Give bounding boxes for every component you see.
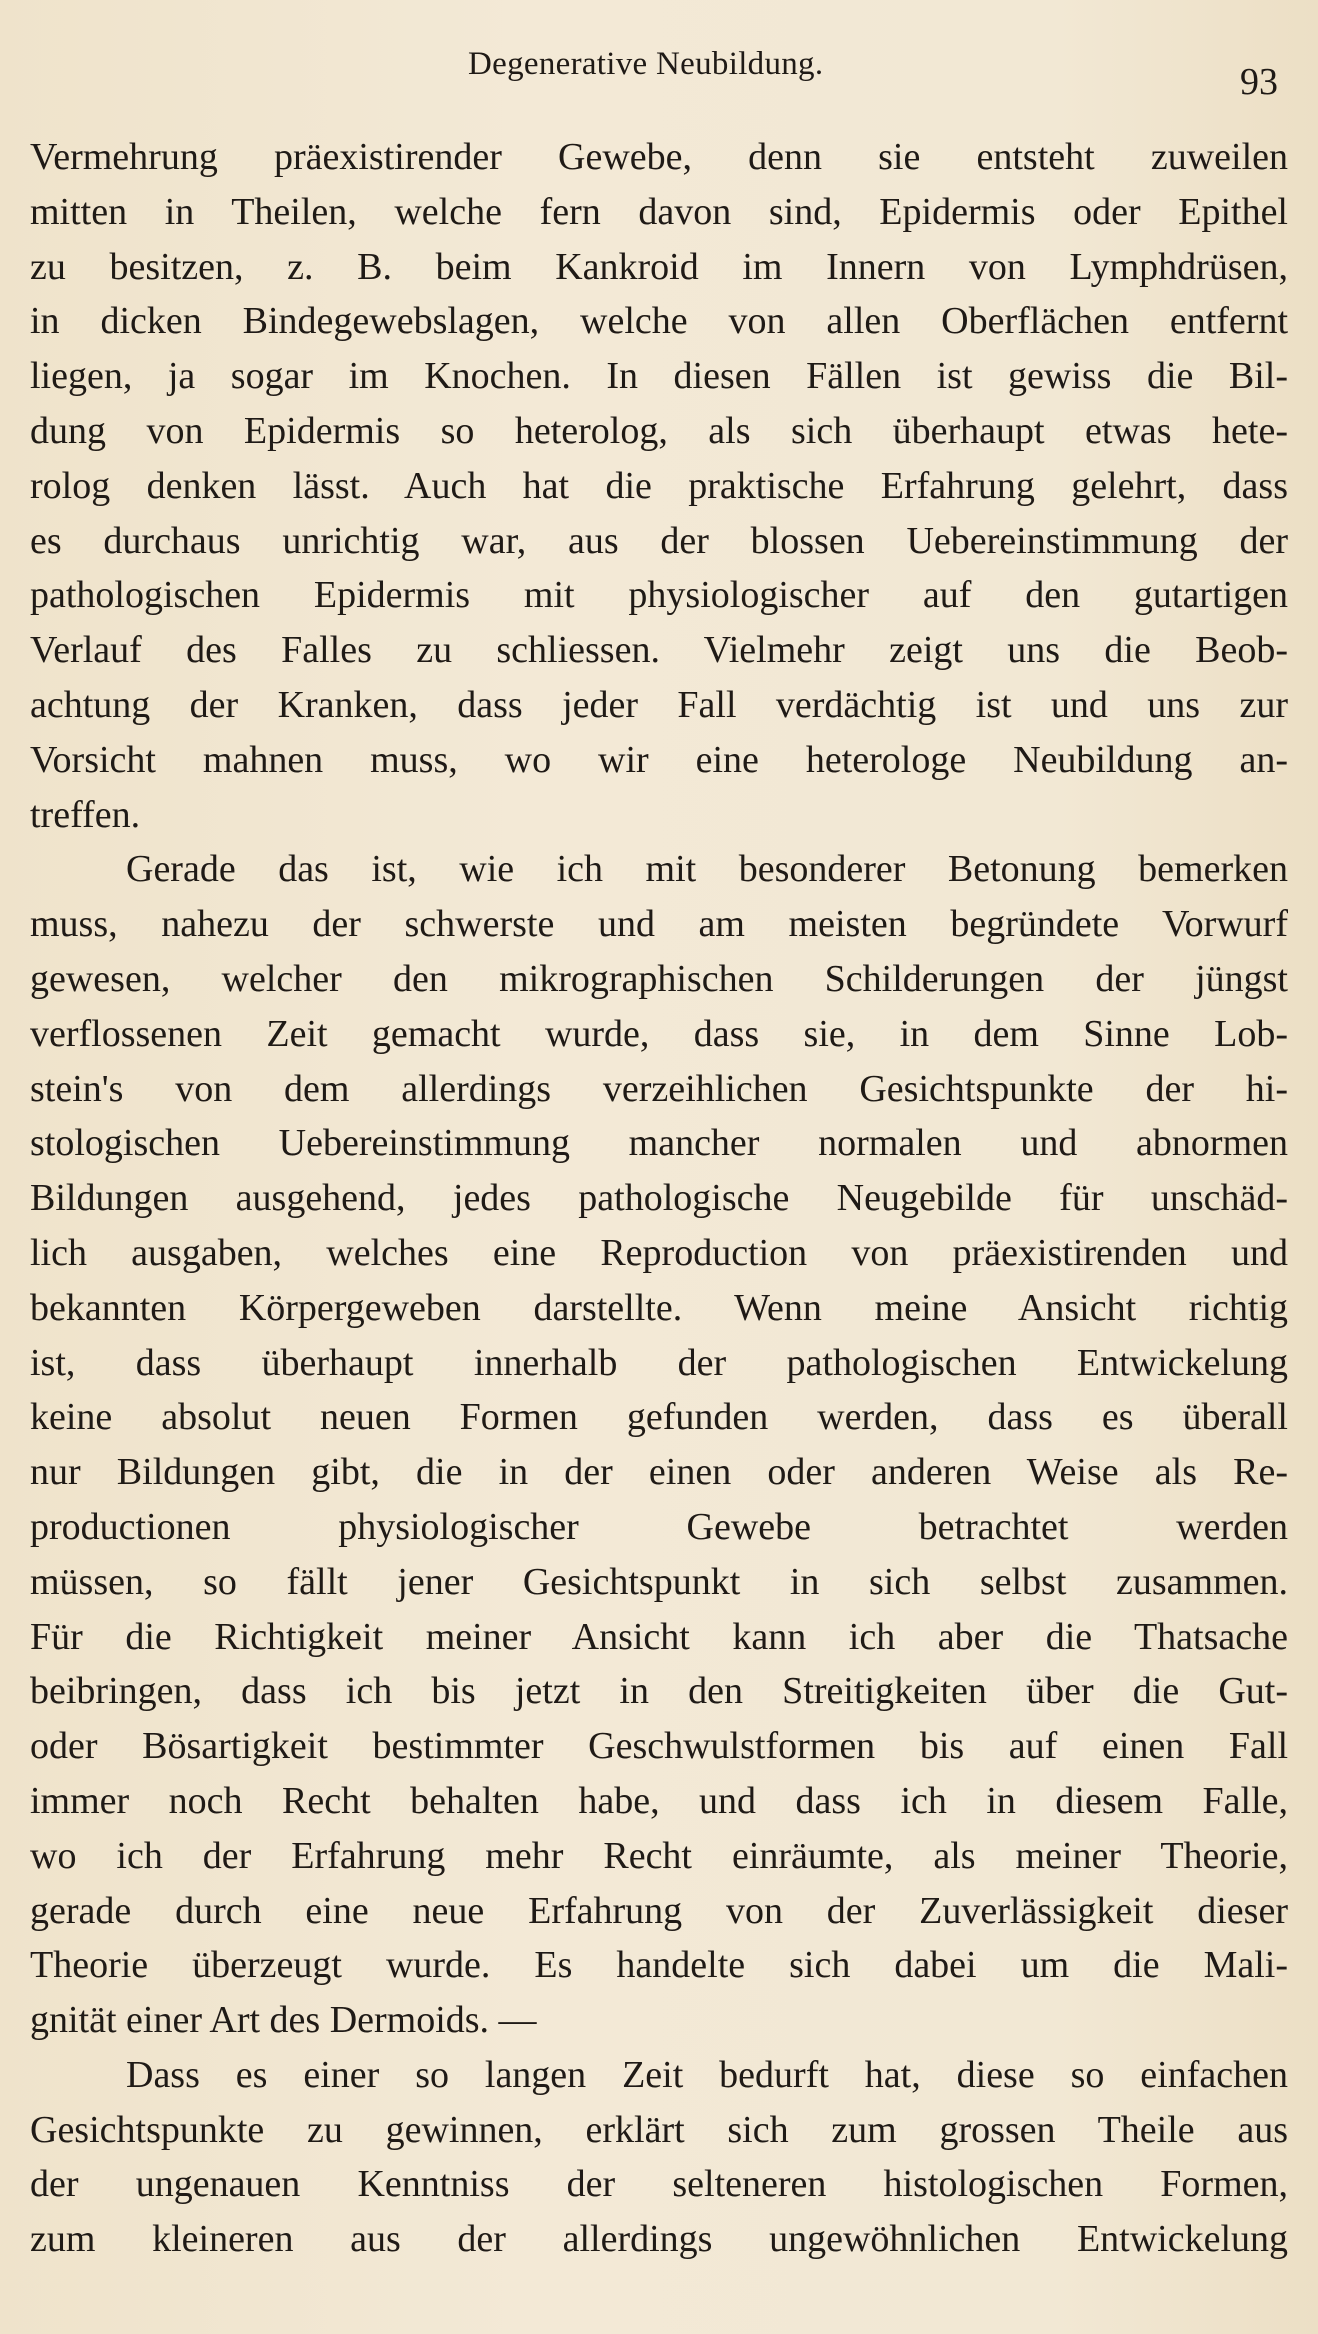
text-line: liegen, ja sogar im Knochen. In diesen Fällen ist gewiss die Bil- (30, 355, 1288, 398)
text-line: Theorie überzeugt wurde. Es handelte sich dabei um die Mali- (30, 1944, 1288, 1987)
text-line: immer noch Recht behalten habe, und dass ich in diesem Falle, (30, 1779, 1288, 1822)
body-text (30, 130, 1288, 2267)
text-line: Für die Richtigkeit meiner Ansicht kann ich aber die Thatsache (30, 1615, 1288, 1658)
text-line: gewesen, welcher den mikrographischen Schilderungen der jüngst (30, 957, 1288, 1000)
text-line: beibringen, dass ich bis jetzt in den Streitigkeiten über die Gut- (30, 1670, 1288, 1713)
running-title: Degenerative Neubildung. (468, 46, 824, 82)
text-line: verflossenen Zeit gemacht wurde, dass sie, in dem Sinne Lob- (30, 1012, 1288, 1055)
text-line: oder Bösartigkeit bestimmter Geschwulstformen bis auf einen Fall (30, 1725, 1288, 1768)
text-line: rolog denken lässt. Auch hat die praktische Erfahrung gelehrt, dass (30, 464, 1288, 507)
text-line: Vorsicht mahnen muss, wo wir eine heterologe Neubildung an- (30, 738, 1288, 781)
text-line: Bildungen ausgehend, jedes pathologische Neugebilde für unschäd- (30, 1177, 1288, 1220)
text-line: müssen, so fällt jener Gesichtspunkt in sich selbst zusammen. (30, 1560, 1288, 1603)
text-line: Gesichtspunkte zu gewinnen, erklärt sich zum grossen Theile aus (30, 2108, 1288, 2151)
text-line: gerade durch eine neue Erfahrung von der Zuverlässigkeit dieser (30, 1889, 1288, 1932)
text-line: pathologischen Epidermis mit physiologischer auf den gutartigen (30, 574, 1288, 617)
text-line: achtung der Kranken, dass jeder Fall verdächtig ist und uns zur (30, 683, 1288, 726)
text-line: nur Bildungen gibt, die in der einen oder anderen Weise als Re- (30, 1451, 1288, 1494)
text-line: ist, dass überhaupt innerhalb der pathologischen Entwickelung (30, 1341, 1288, 1384)
text-line: in dicken Bindegewebslagen, welche von allen Oberflächen entfernt (30, 300, 1288, 343)
text-line: der ungenauen Kenntniss der selteneren histologischen Formen, (30, 2163, 1288, 2206)
text-line: dung von Epidermis so heterolog, als sich überhaupt etwas hete- (30, 409, 1288, 452)
text-line: Verlauf des Falles zu schliessen. Vielmehr zeigt uns die Beob- (30, 629, 1288, 672)
page-number: 93 (1240, 61, 1278, 103)
text-line: es durchaus unrichtig war, aus der blossen Uebereinstimmung der (30, 519, 1288, 562)
text-line: stein's von dem allerdings verzeihlichen Gesichtspunkte der hi- (30, 1067, 1288, 1110)
text-line: treffen. (30, 793, 141, 836)
text-line: Gerade das ist, wie ich mit besonderer Betonung bemerken (126, 848, 1288, 891)
text-line: wo ich der Erfahrung mehr Recht einräumte, als meiner Theorie, (30, 1834, 1288, 1877)
text-line: stologischen Uebereinstimmung mancher normalen und abnormen (30, 1122, 1288, 1165)
text-line: zum kleineren aus der allerdings ungewöhnlichen Entwickelung (30, 2218, 1288, 2261)
text-line: mitten in Theilen, welche fern davon sind, Epidermis oder Epithel (30, 190, 1288, 233)
text-line: keine absolut neuen Formen gefunden werden, dass es überall (30, 1396, 1288, 1439)
text-line: muss, nahezu der schwerste und am meisten begründete Vorwurf (30, 903, 1288, 946)
text-line: bekannten Körpergeweben darstellte. Wenn meine Ansicht richtig (30, 1286, 1288, 1329)
text-line: lich ausgaben, welches eine Reproduction von präexistirenden und (30, 1231, 1288, 1274)
text-line: productionen physiologischer Gewebe betrachtet werden (30, 1505, 1288, 1548)
text-line: Dass es einer so langen Zeit bedurft hat, diese so einfachen (126, 2053, 1288, 2096)
running-head (0, 44, 1318, 104)
text-line: Vermehrung präexistirender Gewebe, denn sie entsteht zuweilen (30, 136, 1288, 178)
text-line: gnität einer Art des Dermoids. — (30, 1999, 537, 2042)
text-line: zu besitzen, z. B. beim Kankroid im Innern von Lymphdrüsen, (30, 245, 1288, 288)
